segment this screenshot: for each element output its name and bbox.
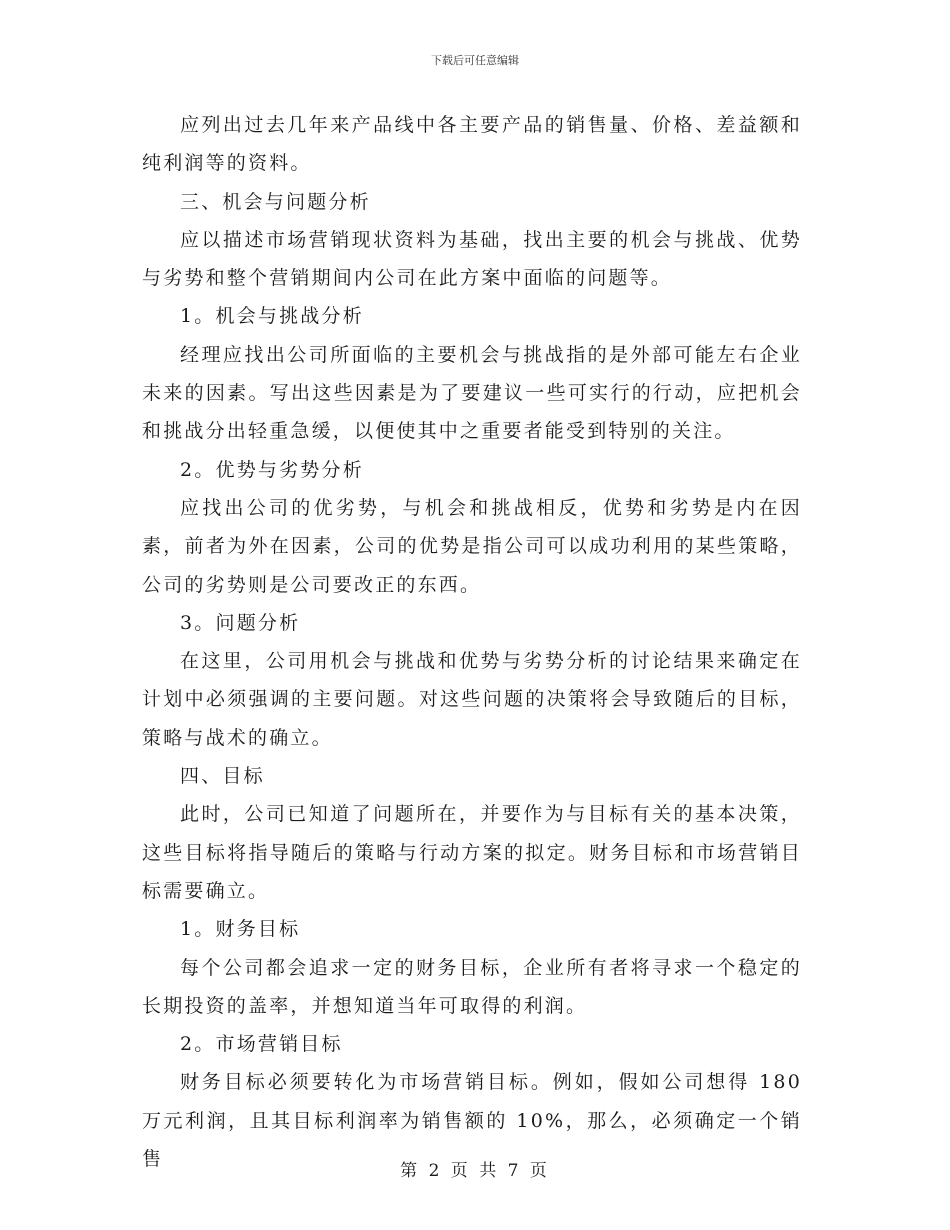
paragraph-objectives: 此时，公司已知道了问题所在，并要作为与目标有关的基本决策，这些目标将指导随后的策略与行动方案的拟定。财务目标和市场营销目标需要确立。 — [142, 803, 802, 902]
heading-opportunity-problem-analysis: 三、机会与问题分析 — [180, 190, 371, 213]
heading-marketing-objectives: 2。市场营销目标 — [180, 1033, 343, 1056]
paragraph-analysis-basis: 应以描述市场营销现状资料为基础，找出主要的机会与挑战、优势与劣势和整个营销期间内公司在此方案中面临的问题等。 — [142, 228, 802, 290]
paragraph-opportunity-challenge: 经理应找出公司所面临的主要机会与挑战指的是外部可能左右企业未来的因素。写出这些因素是为了要建议一些可实行的行动，应把机会和挑战分出轻重急缓，以便使其中之重要者能受到特别的关注。 — [142, 343, 802, 443]
paragraph-strength-weakness: 应找出公司的优劣势，与机会和挑战相反，优势和劣势是内在因素，前者为外在因素，公司的优势是指公司可以成功利用的某些策略，公司的劣势则是公司要改正的东西。 — [142, 496, 802, 596]
heading-financial-objectives: 1。财务目标 — [180, 918, 301, 941]
heading-opportunity-challenge: 1。机会与挑战分析 — [180, 305, 364, 328]
body-text — [142, 106, 802, 1178]
page-number: 第 2 页 共 7 页 — [400, 1161, 550, 1181]
heading-strength-weakness: 2。优势与劣势分析 — [180, 458, 364, 481]
heading-objectives: 四、目标 — [180, 765, 265, 788]
paragraph-product-data: 应列出过去几年来产品线中各主要产品的销售量、价格、差益额和纯利润等的资料。 — [142, 114, 802, 175]
heading-problem-analysis: 3。问题分析 — [180, 611, 301, 634]
paragraph-marketing-objectives: 财务目标必须要转化为市场营销目标。例如，假如公司想得 180 万元利润，且其目标利润率为销售额的 10%，那么，必须确定一个销售 — [142, 1071, 802, 1171]
paragraph-problem-analysis: 在这里，公司用机会与挑战和优势与劣势分析的讨论结果来确定在计划中必须强调的主要问题。对这些问题的决策将会导致随后的目标，策略与战术的确立。 — [142, 650, 802, 749]
paragraph-financial-objectives: 每个公司都会追求一定的财务目标，企业所有者将寻求一个稳定的长期投资的盖率，并想知道当年可取得的利润。 — [142, 956, 802, 1017]
page-header: 下载后可任意编辑 — [431, 54, 519, 67]
